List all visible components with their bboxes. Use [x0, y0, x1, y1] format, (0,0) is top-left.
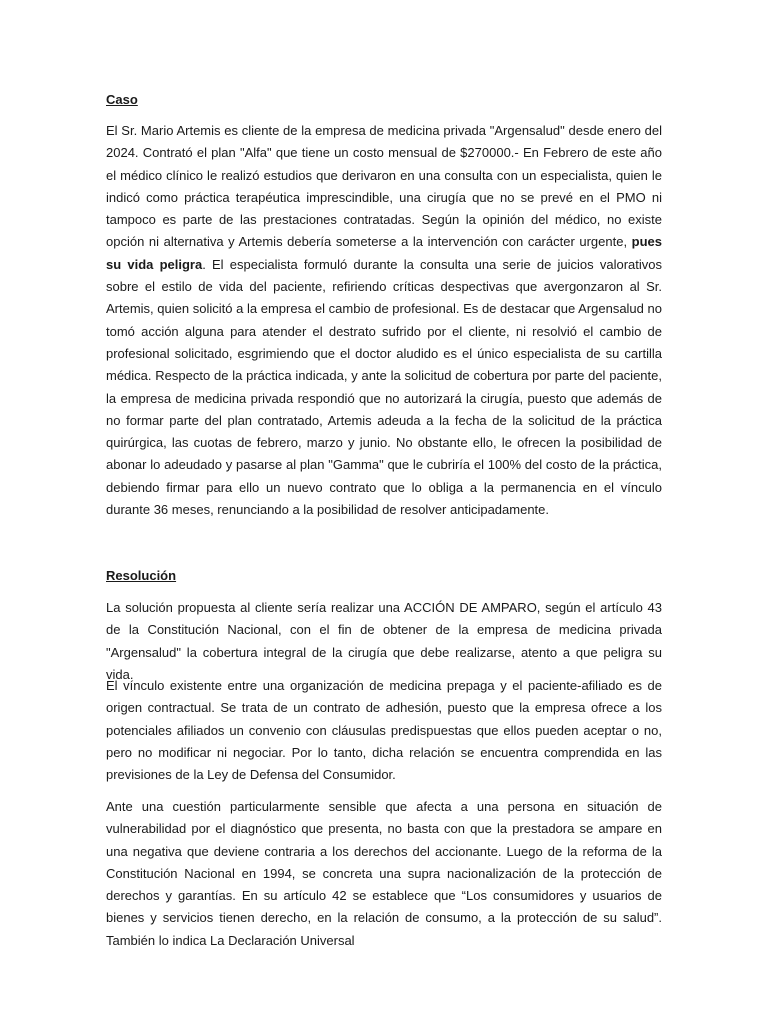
caso-text-start: El Sr. Mario Artemis es cliente de la empresa de medicina privada "Argensalud" desde enero del 2024. Contrató el plan "Alfa" que tiene un costo mensual de $270000.- En Febrero de este año el médico clínico le realizó estudios que derivaron en una consulta con un especialista, quien le indicó como práctica terapéutica imprescindible, una cirugía que no se prevé en el PMO ni tampoco es parte de las prestaciones contratadas. Según la opinión del médico, no existe opción ni alternativa y Artemis debería someterse a la intervención con carácter urgente, [106, 123, 662, 250]
caso-heading: Caso [106, 92, 138, 107]
caso-text-end: . El especialista formuló durante la consulta una serie de juicios valorativos sobre el estilo de vida del paciente, refiriendo críticas despectivas que avergonzaron al Sr. Artemis, quien solicitó a la empresa el cambio de profesional. Es de destacar que Argensalud no tomó acción alguna para atender el destrato sufrido por el cliente, ni resolvió el cambio de profesional solicitado, esgrimiendo que el doctor aludido es el único especialista de su cartilla médica. Respecto de la práctica indicada, y ante la solicitud de cobertura por parte del paciente, la empresa de medicina privada respondió que no autorizará la cirugía, puesto que además de no formar parte del plan contratado, Artemis adeuda a la fecha de la solicitud de la práctica quirúrgica, las cuotas de febrero, marzo y junio. No obstante ello, le ofrecen la posibilidad de abonar lo adeudado y pasarse al plan "Gamma" que le cubriría el 100% del costo de la práctica, debiendo firmar para ello un nuevo contrato que lo obliga a la permanencia en el vínculo durante 36 meses, renunciando a la posibilidad de resolver anticipadamente. [106, 256, 662, 518]
resolucion-paragraph-1: La solución propuesta al cliente sería realizar una ACCIÓN DE AMPARO, según el artículo 43 de la Constitución Nacional, con el fin de obtener de la empresa de medicina privada "Argensalud" la cobertura integral de la cirugía que debe realizarse, atento a que peligra su vida. [106, 600, 662, 682]
caso-bold-phrase: pues su vida peligra [106, 234, 662, 272]
resolucion-paragraph-3: Ante una cuestión particularmente sensible que afecta a una persona en situación de vulnerabilidad por el diagnóstico que presenta, no basta con que la prestadora se ampare en una negativa que deviene contraria a los derechos del accionante. Luego de la reforma de la Constitución Nacional en 1994, se concreta una supra nacionalización de la protección de derechos y garantías. En su artículo 42 se establece que “Los consumidores y usuarios de bienes y servicios tienen derecho, en la relación de consumo, a la protección de su salud”. También lo indica La Declaración Universal [106, 799, 662, 948]
resolucion-paragraph-2: El vínculo existente entre una organización de medicina prepaga y el paciente-afiliado es de origen contractual. Se trata de un contrato de adhesión, puesto que la empresa ofrece a los potenciales afiliados un convenio con cláusulas predispuestas que ellos pueden aceptar o no, pero no modificar ni negociar. Por lo tanto, dicha relación se encuentra comprendida en las previsiones de la Ley de Defensa del Consumidor. [106, 678, 662, 783]
resolucion-heading: Resolución [106, 568, 177, 583]
caso-paragraph [106, 120, 662, 521]
